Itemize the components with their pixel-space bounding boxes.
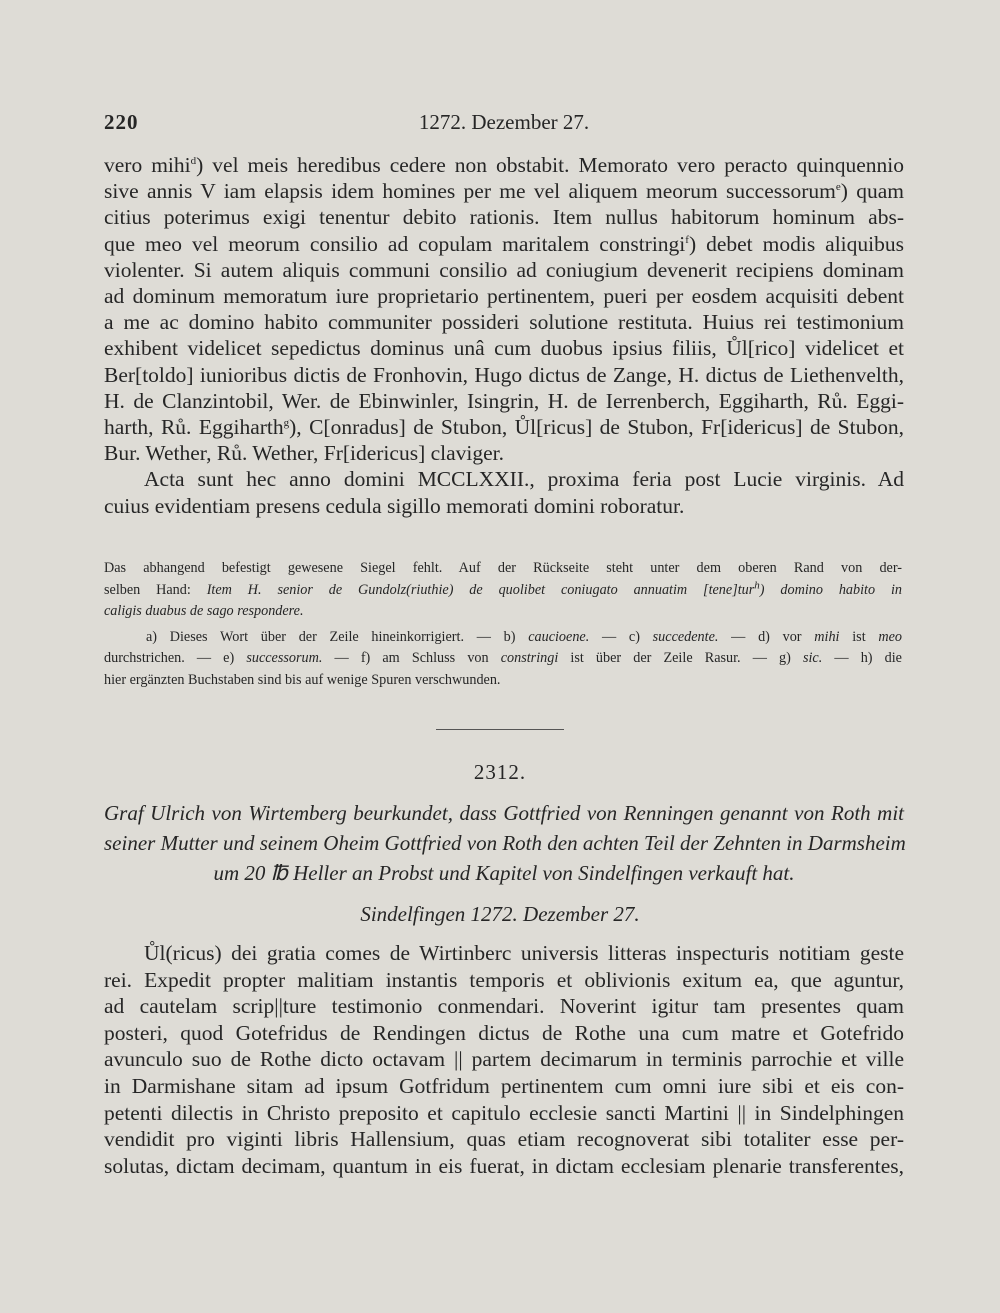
text-line: vendidit pro viginti libris Hallensium, quas etiam recognoverat sibi totaliter esse per- [104, 1127, 904, 1152]
page-number: 220 [104, 110, 139, 134]
text-line: exhibent videlicet sepedictus dominus unâ cum duobus ipsius filiis, Ůl[rico] videlicet et [104, 336, 904, 361]
text-line: citius poterimus exigi tenentur debito rationis. Item nullus habitorum hominum abs- [104, 205, 904, 230]
section-divider [436, 729, 564, 730]
text-line: a me ac domino habito communiter possideri solutione restituta. Huius rei testimonium [104, 310, 904, 335]
charter-text-continued [104, 152, 904, 519]
regest-line: seiner Mutter und seinem Oheim Gottfried von Roth den achten Teil der Zehnten in Darmsheim [104, 831, 906, 855]
text-line: in Darmishane sitam ad ipsum Gotfridum pertinentem cum omni iure sibi et eis con- [104, 1073, 904, 1098]
apparatus-notes [104, 558, 902, 691]
regest-line: Graf Ulrich von Wirtemberg beurkundet, dass Gottfried von Renningen genannt von Roth mit [104, 801, 904, 825]
text-line: Acta sunt hec anno domini MCCLXXII., proxima feria post Lucie virginis. Ad [144, 467, 904, 492]
text-line: ad cautelam scrip||ture testimonio conmendari. Noverint igitur tam presentes quam [104, 994, 904, 1019]
document-number: 2312. [473, 760, 527, 784]
text-line: sive annis V iam elapsis idem homines per me vel aliquem meorum successorum$^e$) quam [104, 179, 904, 204]
text-line: H. de Clanzintobil, Wer. de Ebinwinler, Isingrin, H. de Ierrenberch, Eggiharth, Rů. Eggi- [104, 388, 904, 413]
text-line: vero mihi$^d$) vel meis heredibus cedere non obstabit. Memorato vero peracto quinquennio [104, 153, 904, 177]
note-line: durchstrichen. — e) successorum. — f) am Schluss von constringi ist über der Zeile Rasur. — g) sic. — h) die [104, 650, 902, 666]
note-line: caligis duabus de sago respondere. [104, 603, 304, 619]
text-line: petenti dilectis in Christo preposito et capitulo ecclesie sancti Martini || in Sindelphingen [104, 1100, 904, 1125]
note-line: a) Dieses Wort über der Zeile hineinkorrigiert. — b) caucioene. — c) succedente. — d) vor mihi ist meo [146, 628, 902, 645]
charter-text [104, 940, 904, 1179]
text-line: avunculo suo de Rothe dicto octavam || partem decimarum in terminis parrochie et ville [104, 1047, 904, 1072]
text-line: posteri, quod Gotefridus de Rendingen dictus de Rothe una cum matre et Gotefrido [104, 1020, 904, 1045]
text-line: que meo vel meorum consilio ad copulam maritalem constringi$^f$) debet modis aliquibus [104, 231, 904, 256]
note-line: hier ergänzten Buchstaben sind bis auf wenige Spuren verschwunden. [104, 671, 501, 688]
text-line: rei. Expedit propter malitiam instantis temporis et oblivionis exitum ea, que aguntur, [104, 967, 904, 992]
note-line: selben Hand: Item H. senior de Gundolz(riuthie) de quolibet coniugato annuatim [tene]tur$^h$) domino habito in [104, 578, 902, 598]
text-line: Bur. Wether, Rů. Wether, Fr[idericus] claviger. [104, 441, 505, 466]
text-line: violenter. Si autem aliquis communi consilio ad coniugium devenerit recipiens dominam [104, 257, 904, 282]
running-title: 1272. Dezember 27. [418, 110, 590, 134]
note-line: Das abhangend befestigt gewesene Siegel fehlt. Auf der Rückseite steht unter dem oberen Rand von der- [104, 560, 902, 576]
dateline: Sindelfingen 1272. Dezember 27. [360, 902, 640, 926]
text-line: Ůl(ricus) dei gratia comes de Wirtinberc universis litteras inspecturis notitiam geste [144, 941, 904, 965]
text-line: solutas, dictam decimam, quantum in eis fuerat, in dictam ecclesiam plenarie transferentes, [104, 1153, 904, 1178]
text-line: harth, Rů. Eggiharth$^g$), C[onradus] de Stubon, Ůl[ricus] de Stubon, Fr[idericus] de Stubon, [104, 415, 904, 440]
page-header [104, 110, 904, 140]
text-line: ad dominum memoratum iure proprietario pertinentem, pueri per eosdem acquisiti debent [104, 284, 904, 309]
text-line: Ber[toldo] iunioribus dictis de Fronhovin, Hugo dictus de Zange, H. dictus de Liethenvelth, [104, 362, 904, 387]
regest-line: um 20 ℔ Heller an Probst und Kapitel von Sindelfingen verkauft hat. [213, 861, 795, 885]
text-line: cuius evidentiam presens cedula sigillo memorati domini roboratur. [104, 493, 685, 518]
regest-summary [104, 798, 904, 888]
